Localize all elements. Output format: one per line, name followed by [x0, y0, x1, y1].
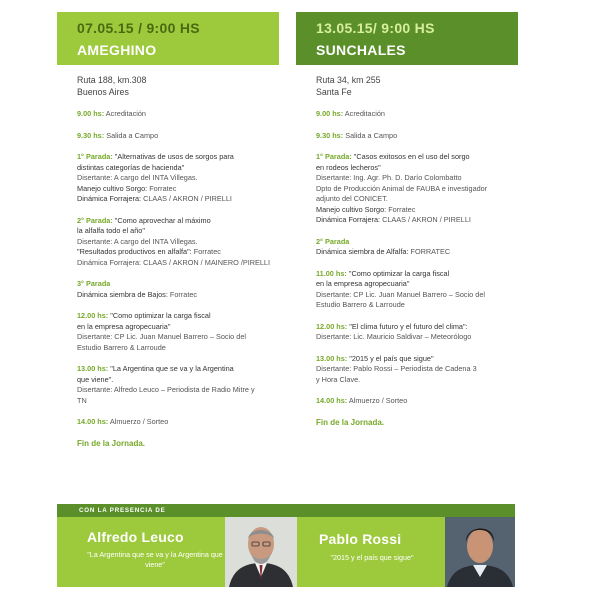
agenda-time-label: 3° Parada — [77, 279, 111, 288]
agenda-text: Disertante: A cargo del INTA Villegas. — [77, 236, 198, 246]
agenda-text: Disertante: Ing. Agr. Ph. D. Darío Colombatto — [316, 173, 462, 182]
agenda-text: en la empresa agropecuaria" — [77, 321, 171, 331]
agenda-text: Acreditación — [104, 109, 146, 118]
person-portrait-icon — [445, 517, 515, 587]
agenda-item — [316, 109, 518, 120]
agenda-time-label: 9.30 hs: — [77, 130, 105, 140]
agenda-line — [77, 343, 279, 354]
event-header — [296, 12, 518, 65]
agenda-line — [77, 258, 279, 269]
agenda-line — [77, 173, 279, 184]
agenda-line — [316, 247, 518, 258]
agenda-item — [77, 417, 279, 428]
agenda-line — [77, 109, 279, 120]
agenda-text: Forratec — [167, 289, 198, 299]
agenda-line — [77, 131, 279, 142]
agenda-item — [77, 279, 279, 300]
agenda-line — [77, 226, 279, 237]
agenda-text: Disertante: CP Lic. Juan Manuel Barrero – Socio del — [77, 332, 246, 341]
agenda-line — [77, 396, 279, 407]
address-line: Buenos Aires — [77, 87, 129, 97]
agenda-text: y Hora Clave. — [316, 374, 361, 384]
agenda-line — [77, 163, 279, 174]
guest-photo — [225, 517, 297, 587]
agenda-time-label: 14.00 hs: — [77, 417, 109, 426]
guest-banner-rossi — [297, 517, 515, 587]
agenda-line — [77, 375, 279, 386]
agenda-line — [77, 417, 279, 428]
agenda-time-label: 11.00 hs: — [316, 268, 347, 278]
agenda-text: Fin de la Jornada. — [77, 438, 146, 448]
guest-quote: "2015 y el país que sigue" — [330, 553, 414, 562]
agenda-time-label: 13.00 hs: — [316, 353, 348, 363]
agenda-line — [316, 279, 518, 290]
agenda-line — [316, 322, 518, 333]
agenda-text: "2015 y el país que sigue" — [347, 353, 434, 363]
agenda-line — [316, 173, 518, 184]
agenda-time-label: 13.00 hs: — [77, 364, 109, 373]
agenda-item — [316, 354, 518, 386]
guest-name: Alfredo Leuco — [87, 529, 184, 545]
agenda-text: Dinámica siembra de Bajos: — [77, 289, 168, 299]
agenda-text: Forratec — [191, 247, 221, 256]
agenda-line — [77, 439, 279, 450]
person-portrait-icon — [225, 517, 297, 587]
event-address — [57, 65, 279, 98]
agenda-text: que viene". — [77, 374, 114, 384]
agenda-text: "Resultados productivos en alfalfa": — [77, 247, 192, 256]
agenda-item — [316, 237, 518, 258]
agenda-text: Salida a Campo — [104, 130, 159, 140]
agenda-text: distintas categorías de hacienda" — [77, 162, 185, 172]
agenda-text: "La Argentina que se va y la Argentina — [108, 364, 234, 373]
agenda-text: "El clima futuro y el futuro del clima": — [347, 321, 468, 331]
agenda-time-label: 1° Parada: — [316, 152, 352, 161]
agenda-text: Disertante: CP Lic. Juan Manuel Barrero – Socio del — [316, 289, 485, 299]
agenda-time-label: 14.00 hs: — [316, 396, 348, 405]
agenda-time-label: 12.00 hs: — [316, 321, 348, 331]
agenda-line — [77, 322, 279, 333]
agenda-line — [77, 311, 279, 322]
agenda-line — [77, 279, 279, 290]
address-line: Santa Fe — [316, 87, 352, 97]
guest-name: Pablo Rossi — [319, 531, 402, 547]
event-date-time: 07.05.15 / 9:00 HS — [77, 20, 200, 36]
guest-banner-leuco — [57, 517, 297, 587]
guest-quote: "La Argentina que se va y la Argentina que viene" — [87, 550, 223, 569]
agenda-item — [316, 322, 518, 343]
agenda-text: Almuerzo / Sorteo — [347, 396, 408, 405]
agenda-text: TN — [77, 395, 87, 405]
agenda-text: CLAAS / AKRON / PIRELLI — [141, 194, 232, 203]
address-line: Ruta 188, km.308 — [77, 75, 147, 85]
agenda-item — [77, 131, 279, 142]
agenda-text: Salida a Campo — [343, 130, 398, 140]
agenda-item — [77, 311, 279, 353]
event-city: SUNCHALES — [316, 42, 406, 58]
agenda-line — [316, 364, 518, 375]
schedule-column-sunchales — [296, 12, 518, 428]
event-date-time: 13.05.15/ 9:00 HS — [316, 20, 435, 36]
agenda-text: en la empresa agropecuaria" — [316, 279, 410, 288]
agenda-line — [316, 163, 518, 174]
agenda-text: "Como optimizar la carga fiscal — [108, 311, 211, 320]
agenda-text: Disertante: Pablo Rossi – Periodista de Cadena 3 — [316, 364, 477, 373]
agenda-time-label: 12.00 hs: — [77, 311, 109, 320]
agenda-line — [77, 237, 279, 248]
schedule-column-ameghino — [57, 12, 279, 449]
agenda-text: Dinámica siembra de Alfalfa: — [316, 247, 409, 256]
agenda-text: Almuerzo / Sorteo — [108, 417, 169, 426]
agenda-line — [77, 332, 279, 343]
agenda-text: "Casos exitosos en el uso del sorgo — [351, 152, 470, 161]
agenda-text: Fin de la Jornada. — [316, 417, 385, 427]
agenda-line — [316, 300, 518, 311]
agenda-item — [77, 439, 279, 450]
guests-banner-label: CON LA PRESENCIA DE — [57, 504, 515, 517]
agenda-line — [77, 290, 279, 301]
agenda-item — [316, 269, 518, 311]
agenda-text: Disertante: Alfredo Leuco – Periodista de Radio Mitre y — [77, 385, 255, 394]
agenda-line — [316, 290, 518, 301]
agenda-text: "Como optimizar la carga fiscal — [346, 268, 450, 278]
address-line: Ruta 34, km 255 — [316, 75, 381, 85]
agenda-text: la alfalfa todo el año" — [77, 226, 145, 235]
agenda-time-label: 9.00 hs: — [316, 109, 344, 118]
agenda-text: en rodeos lecheros" — [316, 162, 381, 172]
agenda-line — [316, 194, 518, 205]
agenda-list — [296, 109, 518, 428]
agenda-line — [316, 375, 518, 386]
agenda-text: Dinámica Forrajera: CLAAS / AKRON / MAINERO /PIRELLI — [77, 257, 271, 267]
agenda-line — [77, 184, 279, 195]
guest-photo — [445, 517, 515, 587]
agenda-item — [77, 364, 279, 406]
agenda-item — [77, 216, 279, 269]
agenda-item — [316, 131, 518, 142]
agenda-time-label: 2° Parada: — [77, 215, 113, 225]
event-address — [296, 65, 518, 98]
agenda-time-label: 2° Parada — [316, 236, 350, 246]
agenda-text: CLAAS / AKRON / PIRELLI — [380, 215, 471, 224]
agenda-line — [77, 194, 279, 205]
agenda-line — [316, 205, 518, 216]
agenda-text: Dinámica Forrajera: — [77, 194, 142, 203]
agenda-list — [57, 109, 279, 449]
agenda-text: Forratec — [147, 183, 177, 193]
agenda-line — [316, 396, 518, 407]
agenda-line — [316, 152, 518, 163]
agenda-line — [77, 216, 279, 227]
agenda-item — [316, 396, 518, 407]
agenda-line — [77, 364, 279, 375]
agenda-text: Manejo cultivo Sorgo: — [77, 183, 148, 193]
agenda-time-label: 9.30 hs: — [316, 130, 344, 140]
agenda-line — [77, 385, 279, 396]
agenda-text: Disertante: Lic. Mauricio Saldivar – Meteorólogo — [316, 332, 472, 341]
agenda-text: "Alternativas de usos de sorgos para — [112, 152, 234, 161]
agenda-item — [77, 109, 279, 120]
agenda-text: "Como aprovechar al máximo — [112, 215, 211, 225]
agenda-item — [316, 152, 518, 226]
agenda-text: adjunto del CONICET. — [316, 194, 388, 203]
agenda-line — [316, 332, 518, 343]
agenda-text: Estudio Barrero & Larroude — [77, 342, 166, 352]
agenda-time-label: 1° Parada: — [77, 152, 113, 161]
agenda-text: Dpto de Producción Animal de FAUBA e investigador — [316, 183, 488, 193]
agenda-line — [316, 109, 518, 120]
agenda-line — [316, 131, 518, 142]
agenda-text: Forratec — [386, 204, 416, 214]
agenda-line — [316, 215, 518, 226]
agenda-text: Disertante: A cargo del INTA Villegas. — [77, 173, 198, 182]
agenda-line — [316, 269, 518, 280]
agenda-text: Manejo cultivo Sorgo: — [316, 204, 387, 214]
agenda-item — [316, 418, 518, 429]
agenda-line — [316, 237, 518, 248]
event-header — [57, 12, 279, 65]
agenda-text: Estudio Barrero & Larroude — [316, 300, 405, 309]
agenda-line — [316, 418, 518, 429]
agenda-text: FORRATEC — [408, 247, 451, 256]
agenda-line — [77, 152, 279, 163]
event-city: AMEGHINO — [77, 42, 157, 58]
agenda-line — [316, 354, 518, 365]
agenda-text: Dinámica Forrajera: — [316, 215, 381, 224]
agenda-text: Acreditación — [343, 109, 385, 118]
agenda-line — [316, 184, 518, 195]
agenda-line — [77, 247, 279, 258]
agenda-time-label: 9.00 hs: — [77, 109, 105, 118]
agenda-item — [77, 152, 279, 205]
